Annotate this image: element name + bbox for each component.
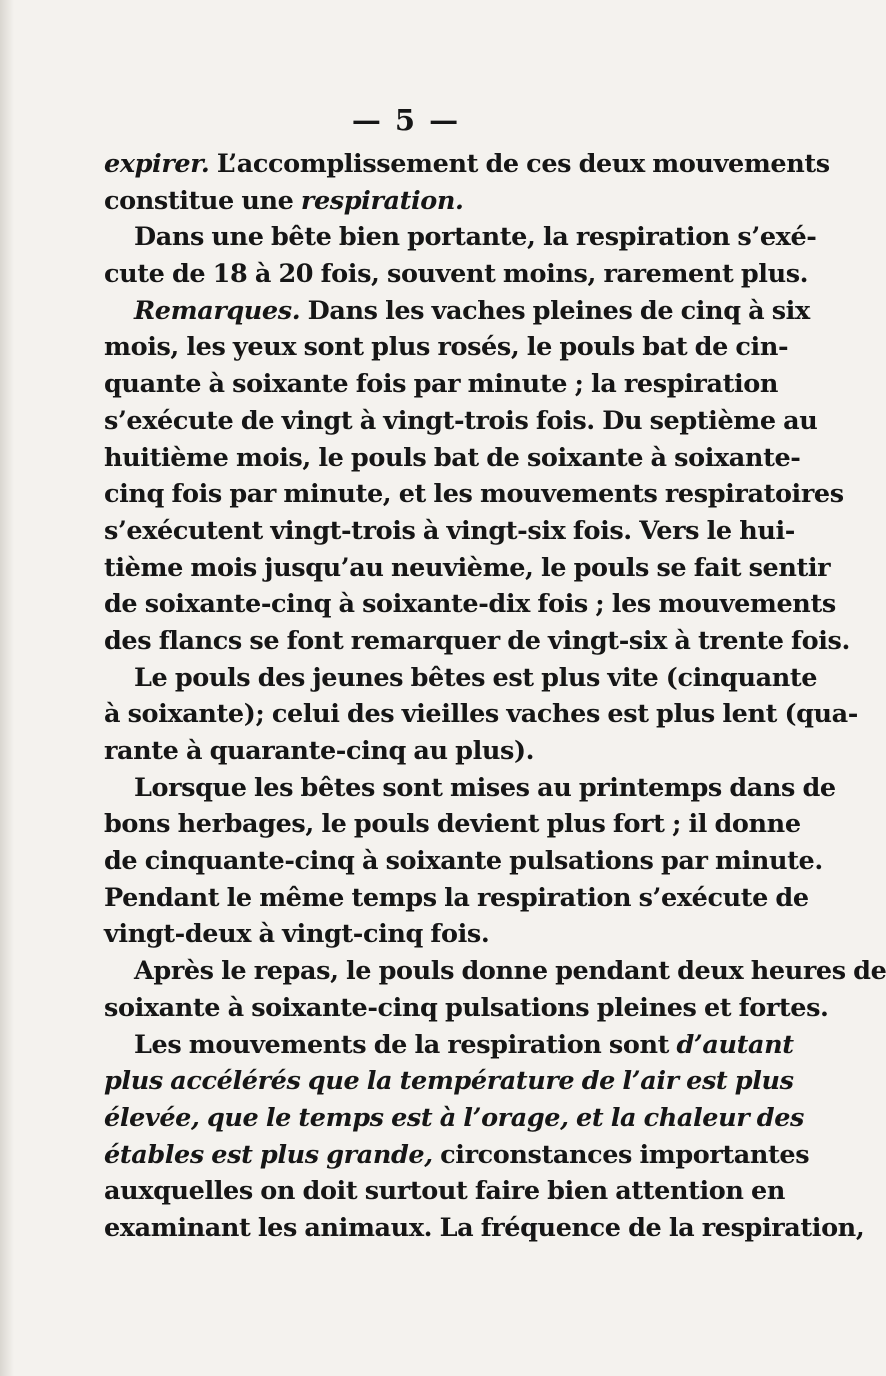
text-segment: Dans les vaches pleines de cinq à six bbox=[300, 295, 810, 326]
text-line bbox=[104, 146, 830, 183]
text-segment: mois, les yeux sont plus rosés, le pouls bat de cin- bbox=[104, 332, 789, 363]
text-segment: tième mois jusqu’au neuvième, le pouls se fait sentir bbox=[104, 552, 831, 583]
text-segment: Après le repas, le pouls donne pendant deux heures de bbox=[134, 956, 886, 987]
text-line bbox=[104, 1210, 865, 1247]
text-line bbox=[104, 1027, 794, 1064]
text-segment: constitue une bbox=[104, 185, 301, 216]
text-segment: soixante à soixante-cinq pulsations pleines et fortes. bbox=[104, 992, 829, 1023]
text-line bbox=[104, 916, 708, 953]
text-line bbox=[104, 1100, 804, 1137]
text-line bbox=[104, 403, 818, 440]
text-line bbox=[104, 1173, 785, 1210]
text-segment: auxquelles on doit surtout faire bien attention en bbox=[104, 1176, 785, 1207]
italic-text: expirer. bbox=[104, 149, 210, 179]
text-line bbox=[104, 1137, 810, 1174]
text-segment: de soixante-cinq à soixante-dix fois ; les mouvements bbox=[104, 589, 836, 620]
body-text bbox=[104, 146, 886, 1247]
italic-text: respiration. bbox=[300, 185, 464, 216]
text-segment: cute de 18 à 20 fois, souvent moins, rarement plus. bbox=[104, 259, 809, 290]
text-line bbox=[104, 660, 818, 697]
italic-text: élevée, que le temps est à l’orage, et la chaleur des bbox=[104, 1102, 804, 1133]
text-line bbox=[104, 586, 836, 623]
text-line bbox=[104, 513, 795, 550]
text-line bbox=[104, 623, 850, 660]
text-segment: s’exécute de vingt à vingt-trois fois. Du septième au bbox=[104, 405, 818, 436]
text-segment: quante à soixante fois par minute ; la respiration bbox=[104, 369, 778, 400]
text-line bbox=[104, 329, 789, 366]
text-line bbox=[104, 953, 886, 990]
text-segment: circonstances importantes bbox=[432, 1139, 810, 1170]
text-segment: L’accomplissement de ces deux mouvements bbox=[209, 149, 830, 179]
text-segment: Le pouls des jeunes bêtes est plus vite (cinquante bbox=[134, 662, 818, 693]
text-segment: rante à quarante-cinq au plus). bbox=[104, 736, 535, 766]
text-line bbox=[104, 696, 858, 733]
text-line bbox=[104, 476, 844, 513]
text-line bbox=[104, 843, 823, 880]
text-line bbox=[104, 440, 801, 477]
text-line bbox=[104, 219, 817, 256]
italic-text: étables est plus grande, bbox=[104, 1139, 433, 1170]
text-line bbox=[104, 990, 829, 1027]
text-segment: des flancs se font remarquer de vingt-six à trente fois. bbox=[104, 625, 850, 656]
text-segment: Pendant le même temps la respiration s’exécute de bbox=[104, 882, 809, 913]
text-segment: bons herbages, le pouls devient plus fort ; il donne bbox=[104, 809, 801, 840]
text-segment: de cinquante-cinq à soixante pulsations par minute. bbox=[104, 846, 823, 877]
text-line bbox=[104, 256, 809, 293]
text-line bbox=[104, 550, 831, 587]
text-segment: s’exécutent vingt-trois à vingt-six fois. Vers le hui- bbox=[104, 515, 795, 546]
text-line bbox=[104, 293, 810, 330]
text-line bbox=[104, 1063, 794, 1100]
italic-text: plus accélérés que la température de l’air est plus bbox=[104, 1066, 794, 1097]
text-segment: examinant les animaux. La fréquence de la respiration, bbox=[104, 1212, 865, 1243]
text-line bbox=[104, 806, 801, 843]
italic-text: d’autant bbox=[676, 1029, 794, 1060]
page-edge-shadow bbox=[0, 0, 14, 1376]
text-line bbox=[104, 770, 836, 807]
text-segment: cinq fois par minute, et les mouvements respiratoires bbox=[104, 479, 844, 510]
text-segment: vingt-deux à vingt-cinq fois. bbox=[104, 919, 490, 950]
text-line bbox=[104, 733, 708, 770]
page-number: — 5 — bbox=[351, 103, 461, 137]
text-segment: Dans une bête bien portante, la respiration s’exé- bbox=[134, 222, 817, 253]
text-segment: huitième mois, le pouls bat de soixante à soixante- bbox=[104, 442, 801, 473]
text-segment: Les mouvements de la respiration sont bbox=[134, 1029, 677, 1060]
text-segment: Lorsque les bêtes sont mises au printemps dans de bbox=[134, 772, 836, 803]
text-segment: à soixante); celui des vieilles vaches est plus lent (qua- bbox=[104, 699, 858, 730]
italic-text: Remarques. bbox=[134, 295, 301, 326]
book-page bbox=[104, 100, 886, 1247]
text-line bbox=[104, 183, 708, 220]
text-line bbox=[104, 880, 809, 917]
text-line bbox=[104, 366, 778, 403]
